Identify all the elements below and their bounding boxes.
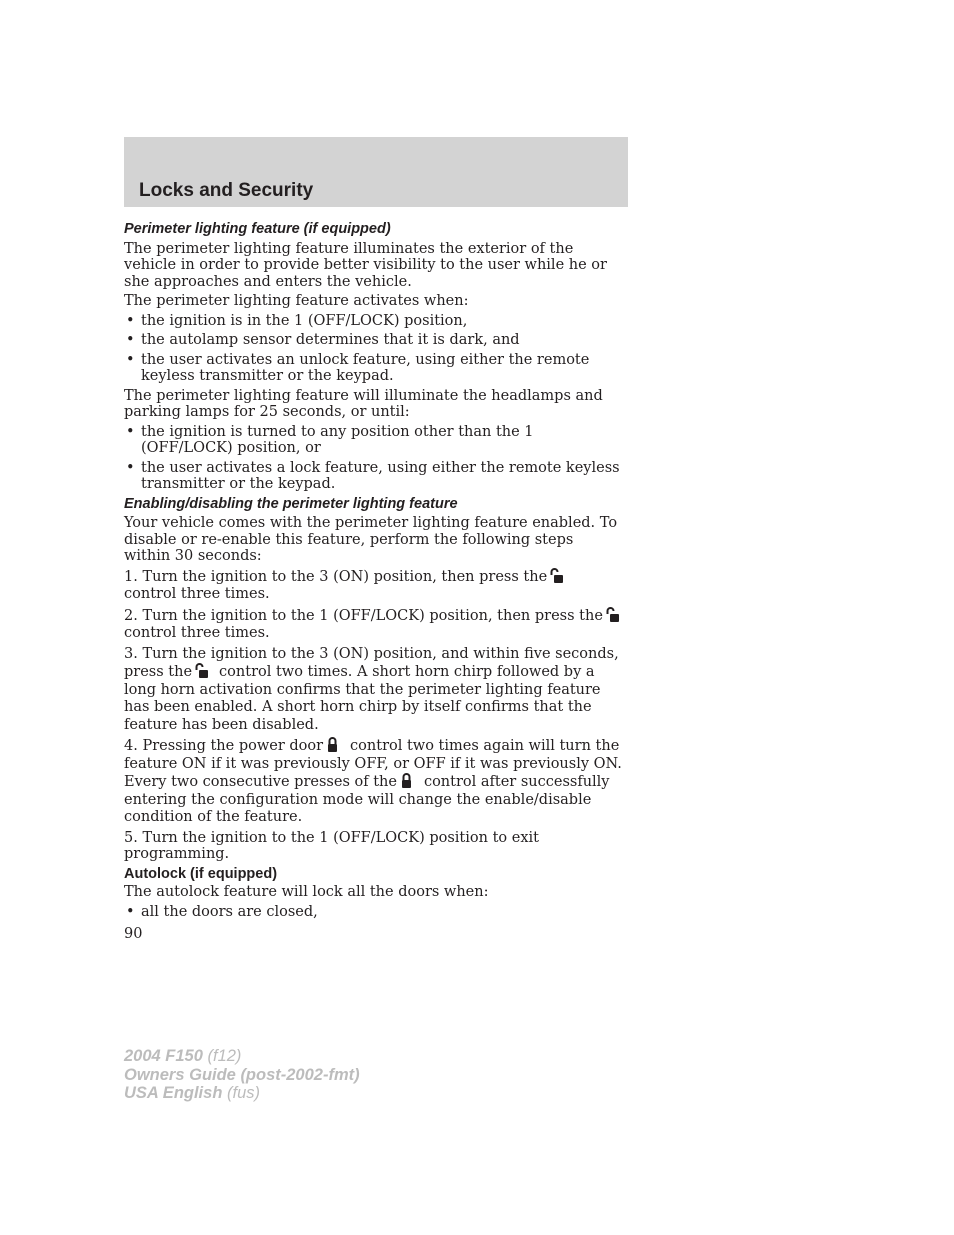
footer-line-model: 2004 F150 (f12) (124, 1047, 242, 1065)
unlock-icon (195, 663, 209, 678)
footer-line-guide: Owners Guide (post-2002-fmt) (124, 1065, 360, 1084)
step-2: 2. Turn the ignition to the 1 (OFF/LOCK) position, then press the control three times. (124, 607, 624, 643)
perimeter-heading: Perimeter lighting feature (if equipped) (124, 221, 391, 237)
page-content (124, 218, 624, 923)
unlock-icon (550, 568, 564, 583)
list-item: • the user activates an unlock feature, using either the remote keyless transmitter or the keypad. (124, 352, 624, 385)
autolock-heading: Autolock (if equipped) (124, 865, 278, 882)
step-5: 5. Turn the ignition to the 1 (OFF/LOCK) position to exit programming. (124, 829, 539, 862)
list-item: • the ignition is turned to any position other than the 1 (OFF/LOCK) position, or (124, 424, 624, 457)
until-list (124, 424, 624, 493)
footer-line-language: USA English (fus) (124, 1084, 260, 1102)
step-4: 4. Pressing the power door control two times again will turn the feature ON if it was previously OFF, or OFF if it was previously ON. Every two consecutive presses of the control after successfully entering the configuration mode will change the enable/disable condition of the feature. (124, 738, 622, 825)
list-item: • the autolamp sensor determines that it is dark, and (124, 332, 624, 349)
document-footer (124, 1047, 360, 1103)
unlock-icon (606, 607, 620, 622)
activation-list (124, 313, 624, 385)
list-item: • the ignition is in the 1 (OFF/LOCK) position, (124, 313, 624, 330)
lock-icon (400, 773, 414, 788)
perimeter-activates: The perimeter lighting feature activates when: (124, 293, 469, 309)
perimeter-intro: The perimeter lighting feature illuminates the exterior of the vehicle in order to provide better visibility to the user while he or she approaches and enters the vehicle. (124, 240, 607, 290)
autolock-list (124, 904, 624, 921)
step-1: 1. Turn the ignition to the 3 (ON) position, then press thecontrol three times. (124, 568, 624, 604)
section-title: Locks and Security (139, 180, 314, 201)
page-number: 90 (124, 926, 143, 942)
perimeter-duration: The perimeter lighting feature will illuminate the headlamps and parking lamps for 25 seconds, or until: (124, 387, 603, 420)
enabling-heading: Enabling/disabling the perimeter lighting feature (124, 495, 458, 512)
section-header-band (124, 137, 628, 207)
autolock-intro: The autolock feature will lock all the doors when: (124, 884, 489, 900)
lock-icon (326, 737, 340, 752)
step-3: 3. Turn the ignition to the 3 (ON) position, and within five seconds, press the control two times. A short horn chirp followed by a long horn activation confirms that the perimeter lighting feature has been enabled. A short horn chirp by itself confirms that the feature has been disabled. (124, 645, 619, 733)
enabling-intro: Your vehicle comes with the perimeter lighting feature enabled. To disable or re-enable this feature, perform the following steps within 30 seconds: (124, 515, 618, 564)
list-item: • the user activates a lock feature, using either the remote keyless transmitter or the keypad. (124, 460, 624, 493)
list-item: • all the doors are closed, (124, 904, 624, 921)
